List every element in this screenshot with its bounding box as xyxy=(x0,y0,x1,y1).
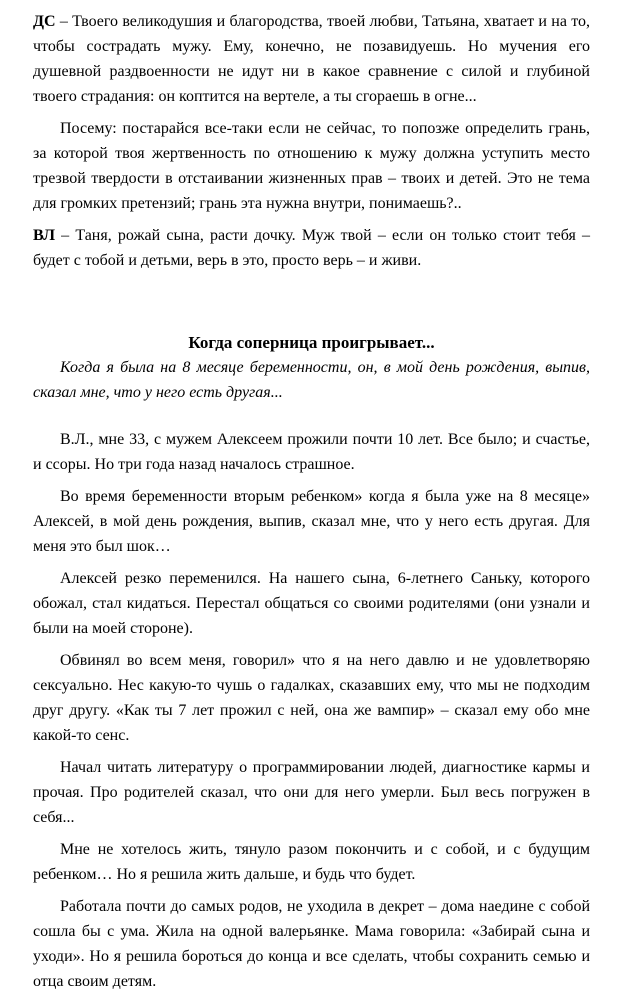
story-paragraph-7: Работала почти до самых родов, не уходила в декрет – дома наедине с собой сошла бы с ума. Жила на одной валерьянке. Мама говорила: «Забирай сына и уходи». Но я решила бороться до конца и все сделать, чтобы сохранить семью и отца своим детям. xyxy=(33,898,590,990)
section-heading: Когда соперница проигрывает... xyxy=(188,333,435,352)
paragraph-text: – Таня, рожай сына, расти дочку. Муж твой – если он только стоит тебя – будет с тобой и детьми, верь в это, просто верь – и живи. xyxy=(33,227,590,269)
paragraph-text: – Твоего великодушия и благородства, твоей любви, Татьяна, хватает и на то, чтобы сострадать мужу. Ему, конечно, не позавидуешь. Но мучения его душевной раздвоенности не идут ни в какое сравнение с силой и глубиной твоего страдания: он коптится на вертеле, а ты сгораешь в огне... xyxy=(33,13,590,105)
story-paragraph-6: Мне не хотелось жить, тянуло разом покончить и с собой, и с будущим ребенком… Но я решила жить дальше, и будь что будет. xyxy=(33,841,590,883)
dialogue-paragraph-ds-2: Посему: постарайся все-таки если не сейчас, то попозже определить грань, за которой твоя жертвенность по отношению к мужу должна уступить место трезвой твердости в отстаивании жизненных прав – твоих и детей. Это не тема для громких претензий; грань эта нужна внутри, понимаешь?.. xyxy=(33,120,590,212)
story-paragraph-2: Во время беременности вторым ребенком» когда я была уже на 8 месяце» Алексей, в мой день рождения, выпив, сказал мне, что у него есть другая. Для меня это был шок… xyxy=(33,488,590,555)
epigraph: Когда я была на 8 месяце беременности, он, в мой день рождения, выпив, сказал мне, что у него есть другая... xyxy=(33,359,590,401)
speaker-label-vl: ВЛ xyxy=(33,227,55,244)
dialogue-paragraph-vl xyxy=(33,223,590,273)
story-paragraph-4: Обвинял во всем меня, говорил» что я на него давлю и не удовлетворяю сексуально. Нес какую-то чушь о гадалках, сказавших ему, что мы не подходим друг другу. «Как ты 7 лет прожил с ней, она же вампир» – сказал ему обо мне какой-то сенс. xyxy=(33,652,590,744)
story-paragraph-1: В.Л., мне 33, с мужем Алексеем прожили почти 10 лет. Все было; и счастье, и ссоры. Но три года назад началось страшное. xyxy=(33,431,590,473)
speaker-label-ds: ДС xyxy=(33,13,56,30)
story-paragraph-3: Алексей резко переменился. На нашего сына, 6-летнего Саньку, которого обожал, стал кидаться. Перестал общаться со своими родителями (они узнали и были на моей стороне). xyxy=(33,570,590,637)
story-paragraph-5: Начал читать литературу о программировании людей, диагностике кармы и прочая. Про родителей сказал, что они для него умерли. Был весь погружен в себя... xyxy=(33,759,590,826)
dialogue-paragraph-ds xyxy=(33,9,590,109)
